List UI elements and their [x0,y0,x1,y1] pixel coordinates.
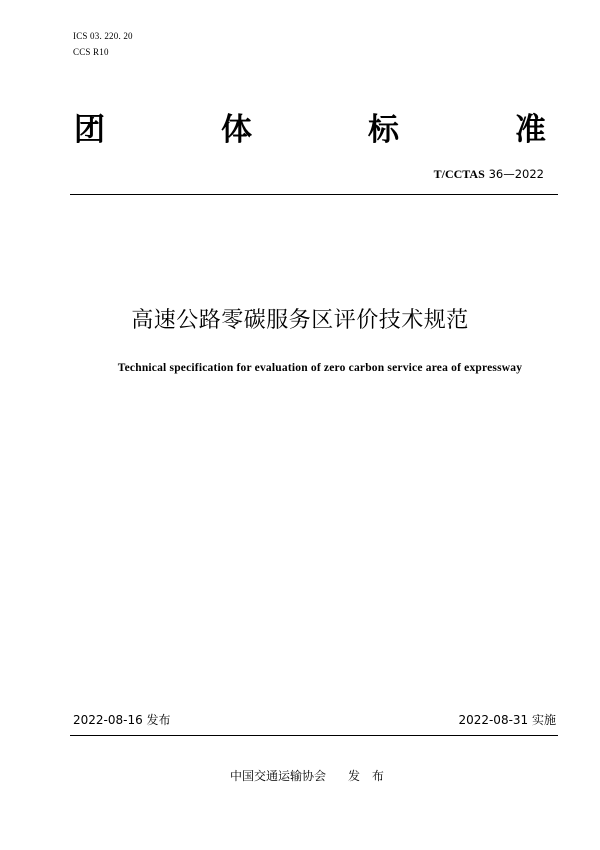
implementation-date: 2022-08-31 实施 [458,713,556,727]
standard-type-char: 标 [368,112,399,148]
publisher-name: 中国交通运输协会 [230,769,327,783]
issue-date: 2022-08-16 发布 [73,713,171,727]
standard-type-char: 体 [221,112,252,148]
chinese-title: 高速公路零碳服务区评价技术规范 [131,308,469,333]
standard-number-prefix: T/CCTAS [433,167,485,181]
ccs-code: CCS R10 [73,47,109,57]
standard-type-char: 准 [515,112,546,148]
publisher [230,768,388,784]
standard-type-heading [74,110,546,150]
standard-number [434,167,544,181]
publisher-action: 发 布 [348,769,388,783]
bottom-divider [70,735,558,736]
english-title: Technical specification for evaluation of zero carbon service area of expressway [117,362,523,374]
ics-code: ICS 03. 220. 20 [73,31,133,41]
standard-type-char: 团 [74,112,105,148]
standard-number-value: 36—2022 [488,167,544,181]
top-divider [70,194,558,195]
